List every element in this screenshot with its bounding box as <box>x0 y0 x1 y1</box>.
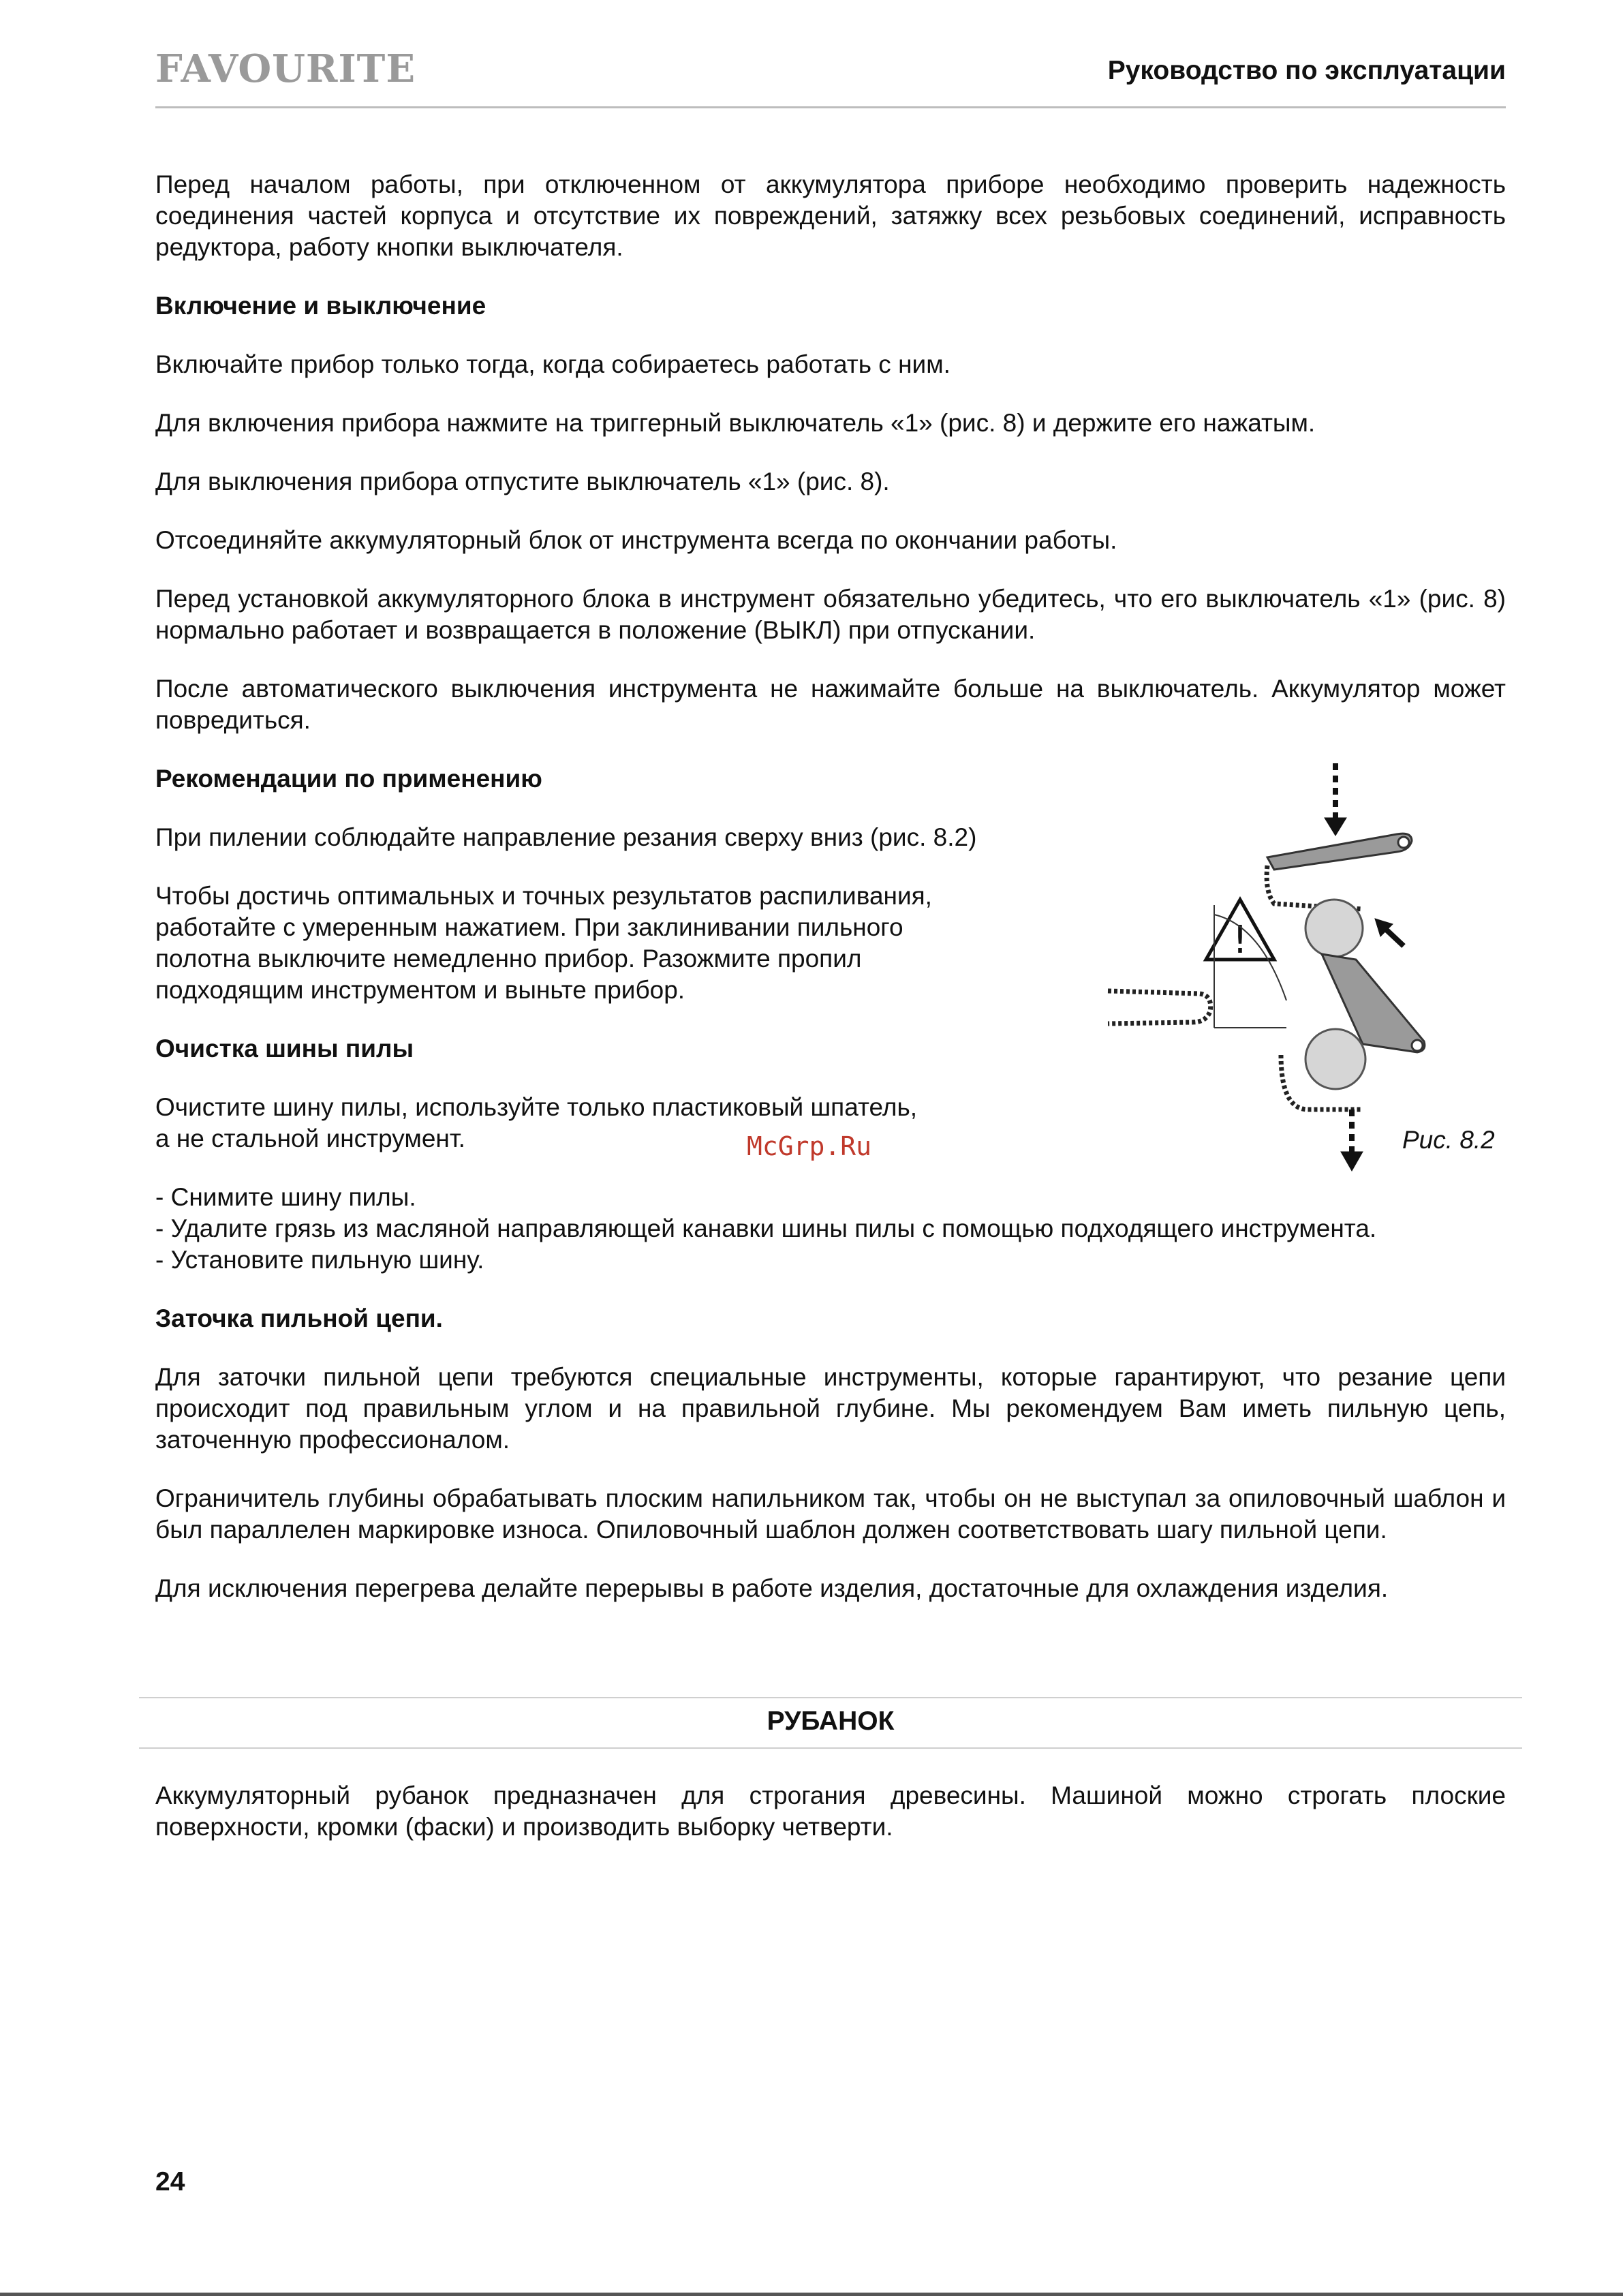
document-title: Руководство по эксплуатации <box>1107 56 1506 85</box>
recommend-paragraph-2 <box>155 881 1068 1006</box>
sharpening-paragraph-3: Для исключения перегрева делайте перерывы в работе изделия, достаточные для охлаждения изделия. <box>155 1574 1389 1602</box>
list-item: - Удалите грязь из масляной направляющей канавки шины пилы с помощью подходящего инструмента. <box>155 1214 1377 1242</box>
down-arrow-icon <box>1341 1109 1363 1171</box>
cleaning-line: Очистите шину пилы, используйте только пластиковый шпатель, <box>155 1093 918 1121</box>
cleaning-paragraph <box>155 1092 1068 1154</box>
onoff-paragraph-5: Перед установкой аккумуляторного блока в инструмент обязательно убедитесь, что его выключатель «1» (рис. 8) нормально работает и возвращается в положение (ВЫКЛ) при отпускании. <box>155 585 1506 644</box>
recommend-paragraph-1: При пилении соблюдайте направление резания сверху вниз (рис. 8.2) <box>155 823 977 851</box>
list-item: - Установите пильную шину. <box>155 1246 484 1274</box>
list-item: - Снимите шину пилы. <box>155 1183 416 1211</box>
saw-bar-top <box>1267 833 1412 870</box>
cleaning-list <box>155 1182 1506 1276</box>
page-number: 24 <box>155 2167 185 2196</box>
section-title: РУБАНОК <box>767 1706 895 1736</box>
onoff-paragraph-3: Для выключения прибора отпустите выключатель «1» (рис. 8). <box>155 468 890 495</box>
saw-cutting-illustration <box>1104 755 1513 1178</box>
cleaning-heading: Очистка шины пилы <box>155 1035 414 1062</box>
onoff-heading: Включение и выключение <box>155 292 486 320</box>
bottom-divider <box>0 2293 1623 2296</box>
recommend-line: полотна выключите немедленно прибор. Разожмите пропил <box>155 945 862 973</box>
figure-caption: Рис. 8.2 <box>1402 1126 1495 1154</box>
svg-text:!: ! <box>1232 918 1248 962</box>
recommend-line: Чтобы достичь оптимальных и точных результатов распиливания, <box>155 882 932 910</box>
page-header <box>155 41 1506 108</box>
section-paragraph: Аккумуляторный рубанок предназначен для строгания древесины. Машиной можно строгать плоские поверхности, кромки (фаски) и производить выборку четверти. <box>155 1781 1506 1841</box>
onoff-paragraph-6: После автоматического выключения инструмента не нажимайте больше на выключатель. Аккумулятор может повредиться. <box>155 675 1506 734</box>
recommend-line: подходящим инструментом и выньте прибор. <box>155 976 685 1004</box>
recommend-heading: Рекомендации по применению <box>155 765 542 793</box>
brand-logo: FAVOURITE <box>155 46 416 91</box>
down-arrow-icon <box>1325 763 1346 836</box>
arrow-icon <box>1375 919 1404 946</box>
onoff-paragraph-4: Отсоединяйте аккумуляторный блок от инструмента всегда по окончании работы. <box>155 526 1117 554</box>
sharpening-heading: Заточка пильной цепи. <box>155 1304 443 1332</box>
section-body <box>155 1780 1506 1870</box>
onoff-paragraph-1: Включайте прибор только тогда, когда собираетесь работать с ним. <box>155 350 950 378</box>
onoff-paragraph-2: Для включения прибора нажмите на триггерный выключатель «1» (рис. 8) и держите его нажатым. <box>155 409 1316 437</box>
sharpening-paragraph-1: Для заточки пильной цепи требуются специальные инструменты, которые гарантируют, что резание цепи происходит под правильным углом и на правильной глубине. Мы рекомендуем Вам иметь пильную цепь, заточенную профессионалом. <box>155 1363 1506 1454</box>
intro-paragraph: Перед началом работы, при отключенном от аккумулятора приборе необходимо проверить надежность соединения частей корпуса и отсутствие их повреждений, затяжку всех резьбовых соединений, исправность редуктора, работу кнопки выключателя. <box>155 170 1506 261</box>
section-header <box>139 1697 1522 1749</box>
cleaning-line: а не стальной инструмент. <box>155 1124 465 1152</box>
watermark: McGrp.Ru <box>747 1131 872 1161</box>
recommend-line: работайте с умеренным нажатием. При заклинивании пильного <box>155 913 903 941</box>
sharpening-paragraph-2: Ограничитель глубины обрабатывать плоским напильником так, чтобы он не выступал за опиловочный шаблон и был параллелен маркировке износа. Опиловочный шаблон должен соответствовать шагу пильной цепи. <box>155 1484 1506 1544</box>
